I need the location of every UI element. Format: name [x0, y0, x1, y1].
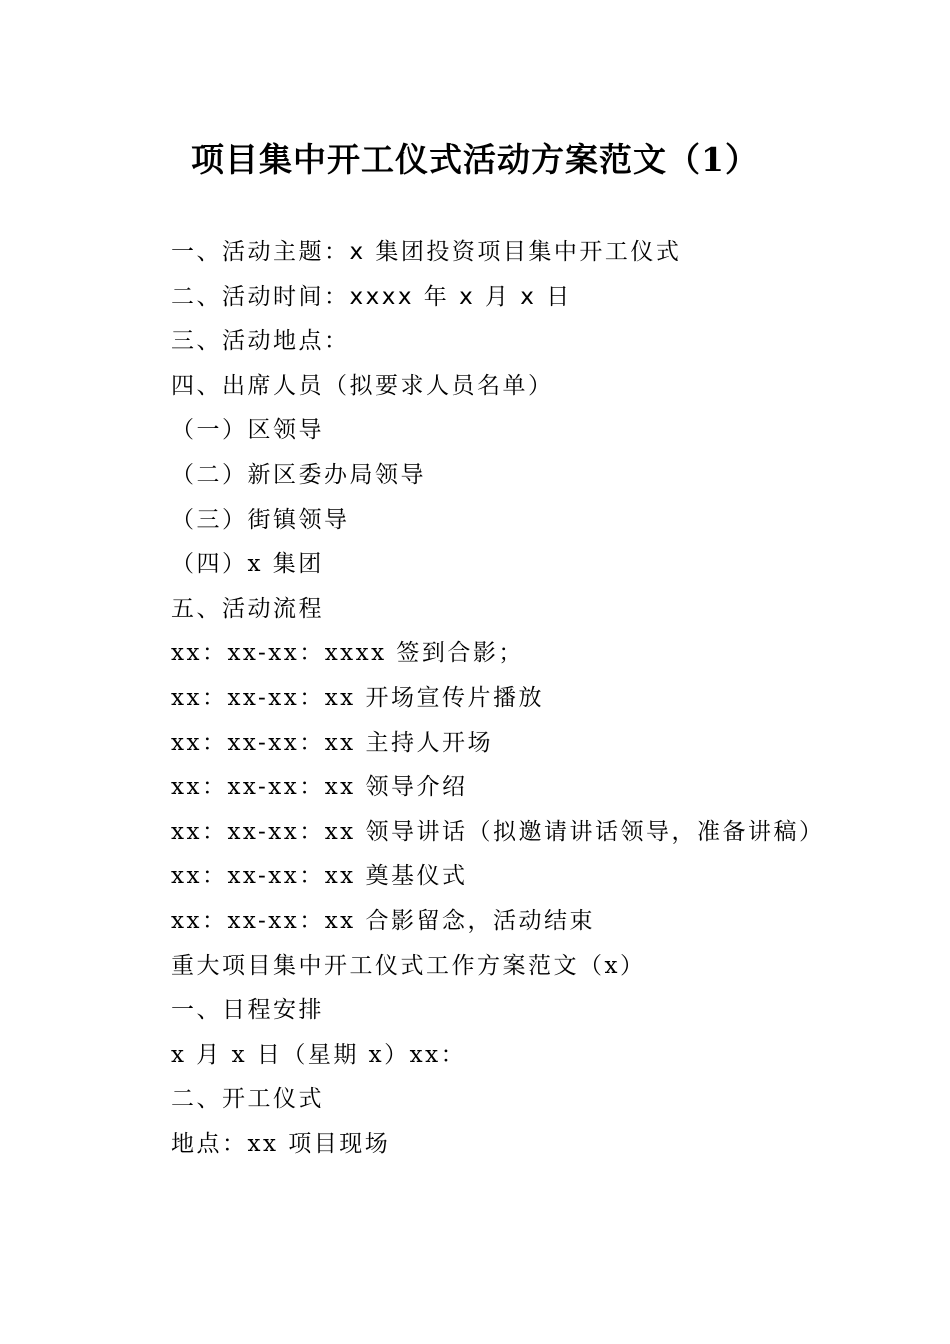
process-step: xx：xx-xx：xx 领导介绍	[171, 774, 468, 801]
process-step: xx：xx-xx：xxxx 签到合影；	[171, 640, 524, 667]
document-title: 项目集中开工仪式活动方案范文（1）	[191, 140, 759, 179]
process-step: xx：xx-xx：xx 合影留念，活动结束	[171, 907, 595, 934]
subdocument-title: 重大项目集中开工仪式工作方案范文（x）	[171, 952, 646, 979]
process-step: xx：xx-xx：xx 奠基仪式	[171, 863, 468, 890]
attendee-item: （三）街镇领导	[171, 506, 350, 533]
document-body	[171, 230, 911, 1166]
process-step: xx：xx-xx：xx 开场宣传片播放	[171, 684, 544, 711]
section-heading-location: 三、活动地点：	[171, 328, 350, 355]
section-heading-theme: 一、活动主题：x 集团投资项目集中开工仪式	[171, 239, 682, 265]
section-heading-time: 二、活动时间：xxxx 年 x 月 x 日	[171, 283, 572, 310]
process-step: xx：xx-xx：xx 领导讲话（拟邀请讲话领导，准备讲稿）	[171, 818, 825, 845]
schedule-item: x 月 x 日（星期 x）xx：	[171, 1041, 467, 1068]
attendee-item: （一）区领导	[171, 417, 324, 444]
attendee-item: （二）新区委办局领导	[171, 461, 426, 488]
ceremony-location: 地点：xx 项目现场	[171, 1130, 391, 1157]
attendee-item: （四）x 集团	[171, 551, 324, 578]
section-heading-schedule: 一、日程安排	[171, 997, 324, 1024]
section-heading-process: 五、活动流程	[171, 595, 324, 622]
process-step: xx：xx-xx：xx 主持人开场	[171, 729, 493, 756]
section-heading-ceremony: 二、开工仪式	[171, 1086, 324, 1113]
section-heading-attendees: 四、出席人员（拟要求人员名单）	[171, 372, 554, 399]
